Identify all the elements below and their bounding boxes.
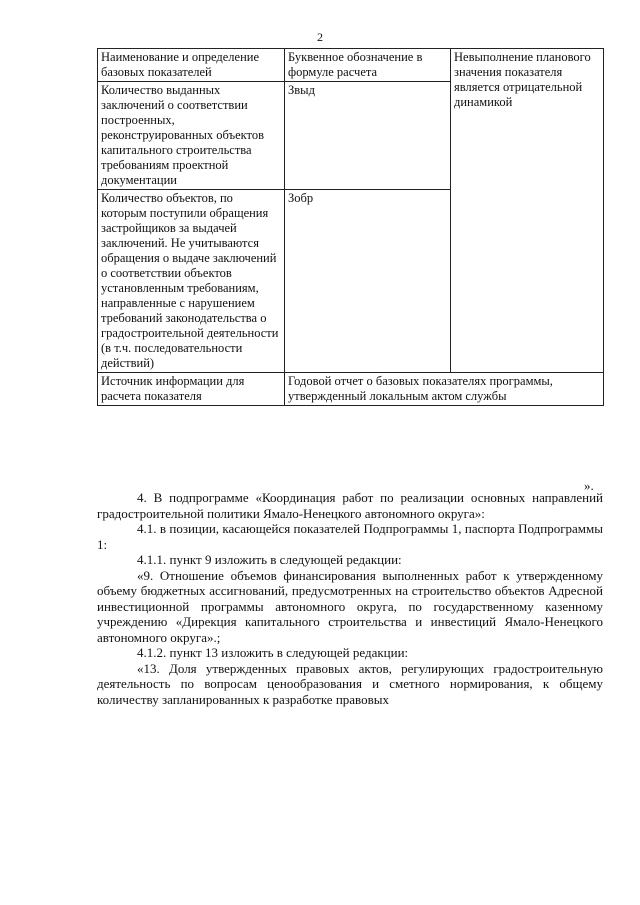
- body-text: [97, 490, 603, 707]
- row-indicator-name: Количество выданных заключений о соответствии построенных, реконструированных объектов капитального строительства требованиям проектной документации: [98, 82, 285, 190]
- row-indicator-name: Количество объектов, по которым поступили обращения застройщиков за выдачей заключений. Не учитываются обращения о выдаче заключений о соответствии объектов установленным требованиям, направленные с нарушением требований законодательства о градостроительной деятельности (в т.ч. последовательности действий): [98, 190, 285, 373]
- paragraph: 4. В подпрограмме «Координация работ по реализации основных направлений градостроительной политики Ямало-Ненецкого автономного округа»:: [97, 490, 603, 521]
- header-negative-dynamic: Невыполнение планового значения показателя является отрицательной динамикой: [451, 49, 604, 373]
- header-letter-symbol: Буквенное обозначение в формуле расчета: [285, 49, 451, 82]
- paragraph: 4.1.2. пункт 13 изложить в следующей редакции:: [137, 645, 409, 660]
- indicators-table: [97, 48, 604, 406]
- page-number: 2: [317, 30, 323, 44]
- source-value: Годовой отчет о базовых показателях программы, утвержденный локальным актом службы: [285, 373, 604, 406]
- paragraph: «13. Доля утвержденных правовых актов, регулирующих градостроительную деятельность по вопросам ценообразования и сметного нормирования, к общему количеству запланированных к разработке правовых: [97, 660, 603, 707]
- table-source-row: [98, 373, 604, 406]
- source-label: Источник информации для расчета показателя: [98, 373, 285, 406]
- row-symbol: Зобр: [285, 190, 451, 373]
- paragraph: 4.1. в позиции, касающейся показателей Подпрограммы 1, паспорта Подпрограммы 1:: [97, 521, 603, 552]
- paragraph: «9. Отношение объемов финансирования выполненных работ к утвержденному объему бюджетных ассигнований, предусмотренных на строительство объектов Адресной инвестиционной программы автономного округа, по государственному казенному учреждению «Дирекция капитального строительства и инвестиций Ямало-Ненецкого автономного округа».;: [97, 567, 603, 645]
- header-indicator-name: Наименование и определение базовых показателей: [98, 49, 285, 82]
- table-header-row: [98, 49, 604, 82]
- closing-quote: ».: [584, 478, 594, 493]
- row-symbol: Звыд: [285, 82, 451, 190]
- paragraph: 4.1.1. пункт 9 изложить в следующей редакции:: [137, 552, 402, 567]
